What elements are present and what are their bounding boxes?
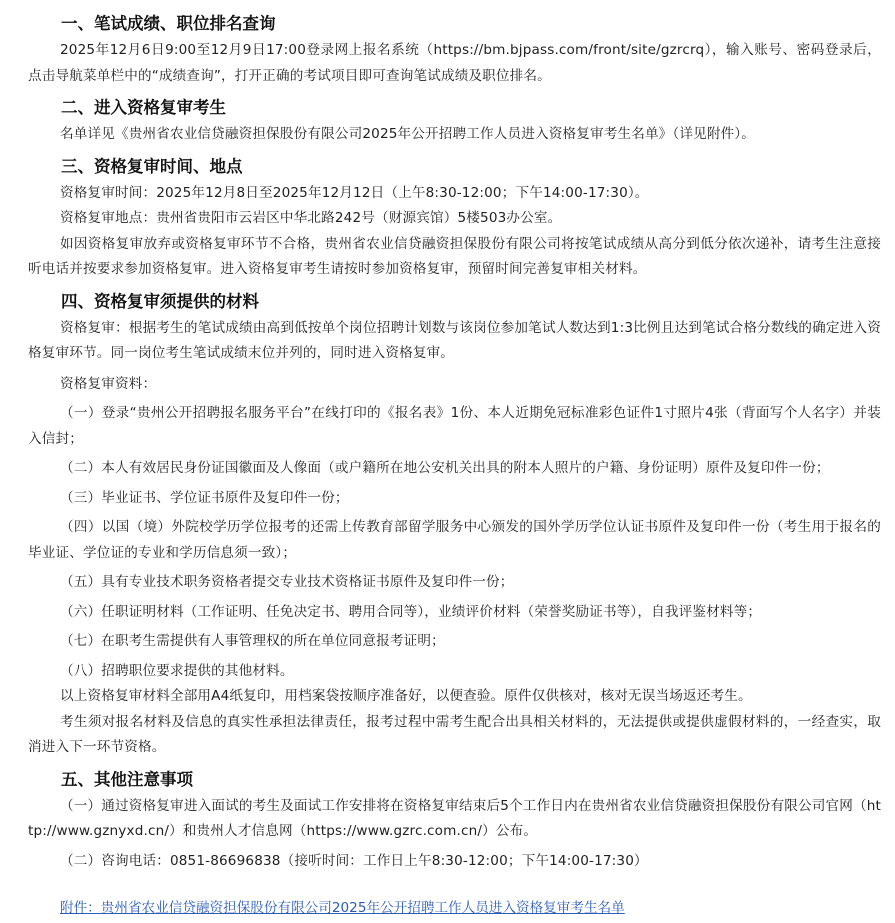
materials-list (28, 401, 881, 684)
attachment-link[interactable]: 附件：贵州省农业信贷融资担保股份有限公司2025年公开招聘工作人员进入资格复审考生名单 (60, 900, 625, 916)
contact-phone: （二）咨询电话：0851-86696838（接听时间：工作日上午8:30-12:00；下午14:00-17:30） (60, 852, 648, 869)
section-2-heading: 二、进入资格复审考生 (61, 98, 226, 117)
section-1-paragraph: 2025年12月6日9:00至12月9日17:00登录网上报名系统（https://bm.bjpass.com/front/site/gzrcrq），输入账号、密码登录后，点击导航菜单栏中的“成绩查询”，打开正确的考试项目即可查询笔试成绩及职位排名。 (28, 42, 881, 84)
section-2-paragraph: 名单详见《贵州省农业信贷融资担保股份有限公司2025年公开招聘工作人员进入资格复审考生名单》（详见附件）。 (60, 126, 756, 142)
section-1-heading: 一、笔试成绩、职位排名查询 (61, 14, 276, 33)
review-rule: 资格复审：根据考生的笔试成绩由高到低按单个岗位招聘计划数与该岗位参加笔试人数达到1:3比例且达到笔试合格分数线的确定进入资格复审环节。同一岗位考生笔试成绩末位并列的，同时进入资格复审。 (28, 319, 881, 361)
material-item: （八）招聘职位要求提供的其他材料。 (60, 662, 294, 679)
section-4-heading: 四、资格复审须提供的材料 (61, 291, 259, 311)
review-materials-label: 资格复审资料： (60, 375, 157, 392)
material-item: （五）具有专业技术职务资格者提交专业技术资格证书原件及复印件一份； (60, 574, 514, 590)
section-5-heading: 五、其他注意事项 (61, 769, 193, 789)
material-item: （六）任职证明材料（工作证明、任免决定书、聘用合同等），业绩评价材料（荣誉奖励证书等），自我评鉴材料等； (60, 603, 762, 620)
section-3-notice: 如因资格复审放弃或资格复审环节不合格，贵州省农业信贷融资担保股份有限公司将按笔试成绩从高分到低分依次递补，请考生注意接听电话并按要求参加资格复审。进入资格复审考生请按时参加资格复审，预留时间完善复审相关材料。 (28, 235, 881, 277)
material-item: （四）以国（境）外院校学历学位报考的还需上传教育部留学服务中心颁发的国外学历学位认证书原件及复印件一份（考生用于报名的毕业证、学位证的专业和学历信息须一致）； (28, 519, 881, 561)
material-item: （二）本人有效居民身份证国徽面及人像面（或户籍所在地公安机关出具的附本人照片的户籍、身份证明）原件及复印件一份； (60, 460, 830, 476)
review-time: 资格复审时间：2025年12月8日至2025年12月12日（上午8:30-12:00；下午14:00-17:30）。 (60, 184, 649, 201)
material-item: （七）在职考生需提供有人事管理权的所在单位同意报考证明； (60, 633, 445, 649)
legal-responsibility-note: 考生须对报名材料及信息的真实性承担法律责任，报考过程中需考生配合出具相关材料的，无法提供或提供虚假材料的，一经查实，取消进入下一环节资格。 (28, 713, 881, 755)
review-location: 资格复审地点：贵州省贵阳市云岩区中华北路242号（财源宾馆）5楼503办公室。 (60, 210, 562, 226)
material-copy-note: 以上资格复审材料全部用A4纸复印，用档案袋按顺序准备好，以便查验。原件仅供核对，核对无误当场返还考生。 (60, 688, 752, 704)
notice-item: （一）通过资格复审进入面试的考生及面试工作安排将在资格复审结束后5个工作日内在贵州省农业信贷融资担保股份有限公司官网（http://www.gznyxd.cn/）和贵州人才信息网（https://www.gzrc.com.cn/）公布。 (28, 797, 881, 839)
material-item: （一）登录“贵州公开招聘报名服务平台”在线打印的《报名表》1份、本人近期免冠标准彩色证件1寸照片4张（背面写个人名字）并装入信封； (28, 405, 881, 447)
announcement-document (0, 10, 895, 923)
section-3-heading: 三、资格复审时间、地点 (61, 156, 243, 176)
material-item: （三）毕业证书、学位证书原件及复印件一份； (60, 489, 349, 506)
